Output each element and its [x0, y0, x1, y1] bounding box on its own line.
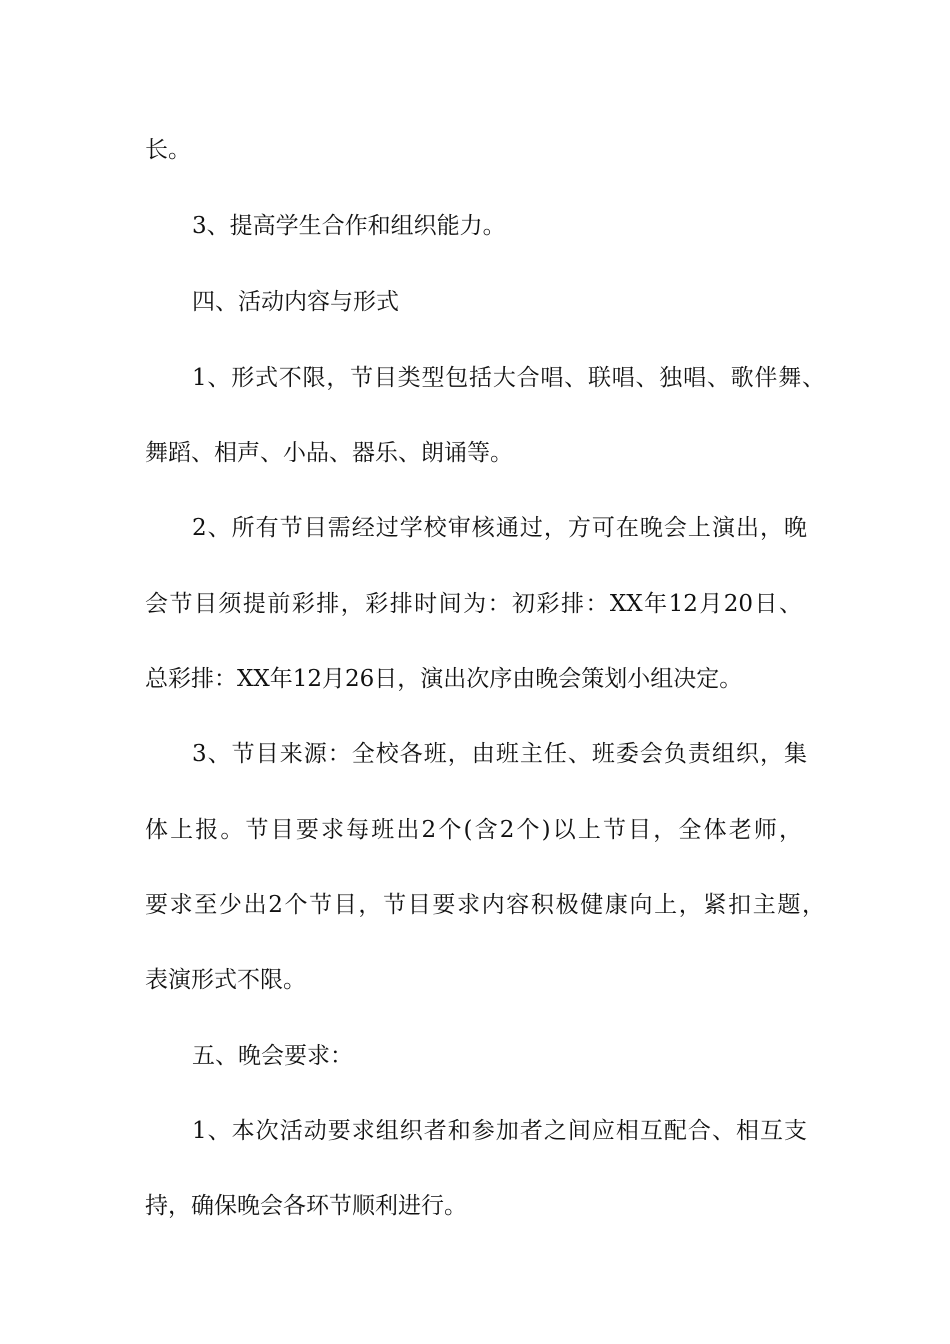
- paragraph-line: 体上报。节目要求每班出2个(含2个)以上节目，全体老师，: [145, 817, 802, 843]
- paragraph-line: 舞蹈、相声、小品、器乐、朗诵等。: [145, 440, 513, 466]
- paragraph-line: 1、本次活动要求组织者和参加者之间应相互配合、相互支: [192, 1118, 807, 1144]
- paragraph-line: 持，确保晚会各环节顺利进行。: [145, 1193, 467, 1219]
- section-heading: 五、晚会要求：: [192, 1043, 353, 1069]
- paragraph-line: 2、所有节目需经过学校审核通过，方可在晚会上演出，晚: [192, 515, 807, 541]
- section-heading: 四、活动内容与形式: [192, 289, 399, 315]
- paragraph-line: 总彩排：XX年12月26日，演出次序由晚会策划小组决定。: [145, 666, 743, 692]
- paragraph-line: 3、节目来源：全校各班，由班主任、班委会负责组织，集: [192, 741, 807, 767]
- paragraph-line: 会节目须提前彩排，彩排时间为：初彩排：XX年12月20日、: [145, 591, 802, 617]
- list-item: 3、提高学生合作和组织能力。: [192, 213, 506, 239]
- text-line: 长。: [145, 137, 191, 163]
- paragraph-line: 表演形式不限。: [145, 967, 306, 993]
- paragraph-line: 要求至少出2个节目，节目要求内容积极健康向上，紧扣主题，: [145, 892, 825, 918]
- paragraph-line: 1、形式不限，节目类型包括大合唱、联唱、独唱、歌伴舞、: [192, 365, 825, 391]
